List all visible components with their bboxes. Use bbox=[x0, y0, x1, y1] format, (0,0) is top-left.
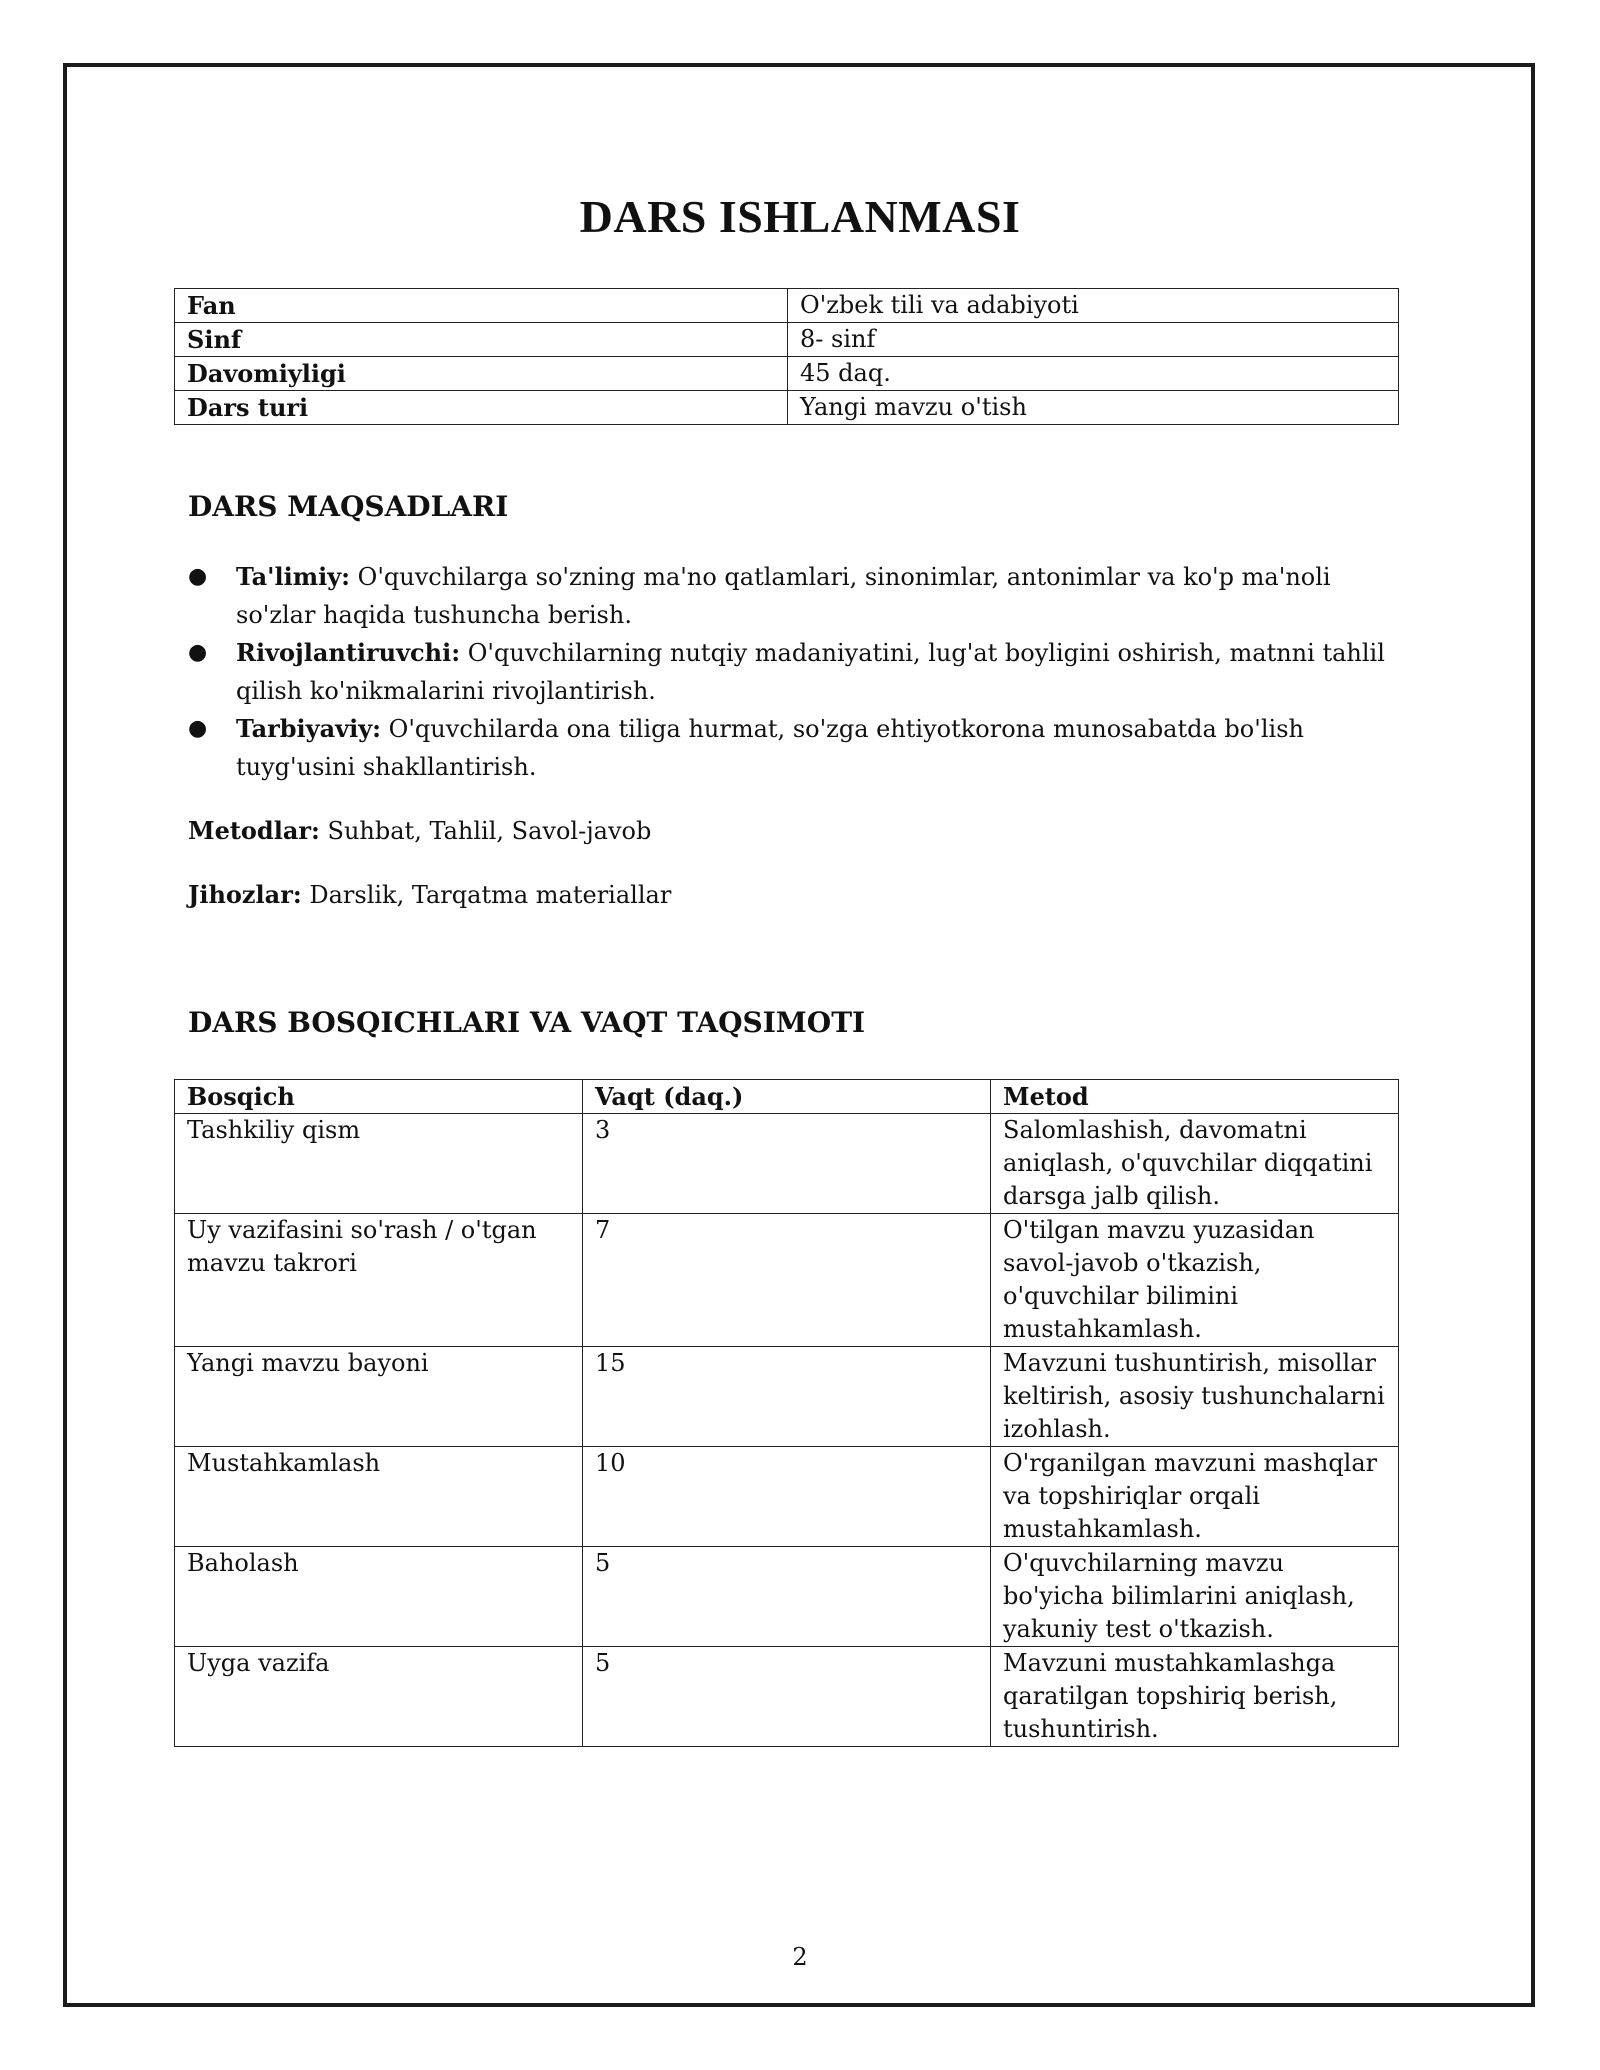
table-header-row bbox=[175, 1080, 1399, 1114]
method-cell: O'quvchilarning mavzu bo'yicha bilimlarini aniqlash, yakuniy test o'tkazish. bbox=[991, 1547, 1399, 1647]
time-cell: 10 bbox=[583, 1447, 991, 1547]
goal-text: O'quvchilarda ona tiliga hurmat, so'zga ehtiyotkorona munosabatda bo'lish tuyg'usini shakllantirish. bbox=[236, 715, 1304, 781]
info-value: 8- sinf bbox=[788, 323, 1399, 357]
goal-text: O'quvchilarning nutqiy madaniyatini, lug'at boyligini oshirish, matnni tahlil qilish ko'nikmalarini rivojlantirish. bbox=[236, 639, 1385, 705]
info-label: Davomiyligi bbox=[175, 357, 788, 391]
goal-label: Ta'limiy: bbox=[236, 562, 351, 591]
list-item bbox=[188, 634, 1403, 710]
bullet-icon: ● bbox=[188, 640, 208, 665]
time-cell: 7 bbox=[583, 1214, 991, 1347]
stages-heading: DARS BOSQICHLARI VA VAQT TAQSIMOTI bbox=[188, 1006, 866, 1039]
table-row bbox=[175, 1214, 1399, 1347]
goal-label: Rivojlantiruvchi: bbox=[236, 638, 461, 667]
list-item bbox=[188, 710, 1403, 786]
bullet-icon: ● bbox=[188, 564, 208, 589]
column-header: Bosqich bbox=[175, 1080, 583, 1114]
equipment-line bbox=[188, 876, 671, 914]
info-value: O'zbek tili va adabiyoti bbox=[788, 289, 1399, 323]
stage-cell: Yangi mavzu bayoni bbox=[175, 1347, 583, 1447]
lesson-info-table bbox=[174, 288, 1399, 425]
goals-list bbox=[188, 558, 1403, 786]
goal-text: O'quvchilarga so'zning ma'no qatlamlari, sinonimlar, antonimlar va ko'p ma'noli so'zlar haqida tushuncha berish. bbox=[236, 563, 1331, 629]
stage-cell: Uy vazifasini so'rash / o'tgan mavzu takrori bbox=[175, 1214, 583, 1347]
table-row bbox=[175, 1447, 1399, 1547]
bullet-icon: ● bbox=[188, 716, 208, 741]
column-header: Vaqt (daq.) bbox=[583, 1080, 991, 1114]
table-row bbox=[175, 1547, 1399, 1647]
lesson-stages-table bbox=[174, 1079, 1399, 1747]
table-row bbox=[175, 323, 1399, 357]
table-row bbox=[175, 357, 1399, 391]
method-cell: Salomlashish, davomatni aniqlash, o'quvchilar diqqatini darsga jalb qilish. bbox=[991, 1114, 1399, 1214]
method-cell: Mavzuni mustahkamlashga qaratilgan topshiriq berish, tushuntirish. bbox=[991, 1647, 1399, 1747]
info-label: Fan bbox=[175, 289, 788, 323]
list-item bbox=[188, 558, 1403, 634]
method-cell: O'rganilgan mavzuni mashqlar va topshiriqlar orqali mustahkamlash. bbox=[991, 1447, 1399, 1547]
goal-label: Tarbiyaviy: bbox=[236, 714, 382, 743]
method-cell: O'tilgan mavzu yuzasidan savol-javob o'tkazish, o'quvchilar bilimini mustahkamlash. bbox=[991, 1214, 1399, 1347]
info-label: Dars turi bbox=[175, 391, 788, 425]
table-row bbox=[175, 1114, 1399, 1214]
table-row bbox=[175, 391, 1399, 425]
methods-text: Suhbat, Tahlil, Savol-javob bbox=[319, 817, 652, 845]
table-row bbox=[175, 289, 1399, 323]
goals-heading: DARS MAQSADLARI bbox=[188, 490, 509, 523]
info-value: 45 daq. bbox=[788, 357, 1399, 391]
stage-cell: Uyga vazifa bbox=[175, 1647, 583, 1747]
time-cell: 5 bbox=[583, 1647, 991, 1747]
method-cell: Mavzuni tushuntirish, misollar keltirish, asosiy tushunchalarni izohlash. bbox=[991, 1347, 1399, 1447]
page-number: 2 bbox=[792, 1943, 808, 1971]
time-cell: 15 bbox=[583, 1347, 991, 1447]
methods-line bbox=[188, 812, 651, 850]
column-header: Metod bbox=[991, 1080, 1399, 1114]
time-cell: 5 bbox=[583, 1547, 991, 1647]
stage-cell: Baholash bbox=[175, 1547, 583, 1647]
equipment-label: Jihozlar: bbox=[188, 880, 302, 909]
info-value: Yangi mavzu o'tish bbox=[788, 391, 1399, 425]
equipment-text: Darslik, Tarqatma materiallar bbox=[301, 881, 672, 909]
time-cell: 3 bbox=[583, 1114, 991, 1214]
stage-cell: Mustahkamlash bbox=[175, 1447, 583, 1547]
info-label: Sinf bbox=[175, 323, 788, 357]
table-row bbox=[175, 1647, 1399, 1747]
methods-label: Metodlar: bbox=[188, 816, 320, 845]
table-row bbox=[175, 1347, 1399, 1447]
stage-cell: Tashkiliy qism bbox=[175, 1114, 583, 1214]
document-title: DARS ISHLANMASI bbox=[579, 191, 1021, 242]
